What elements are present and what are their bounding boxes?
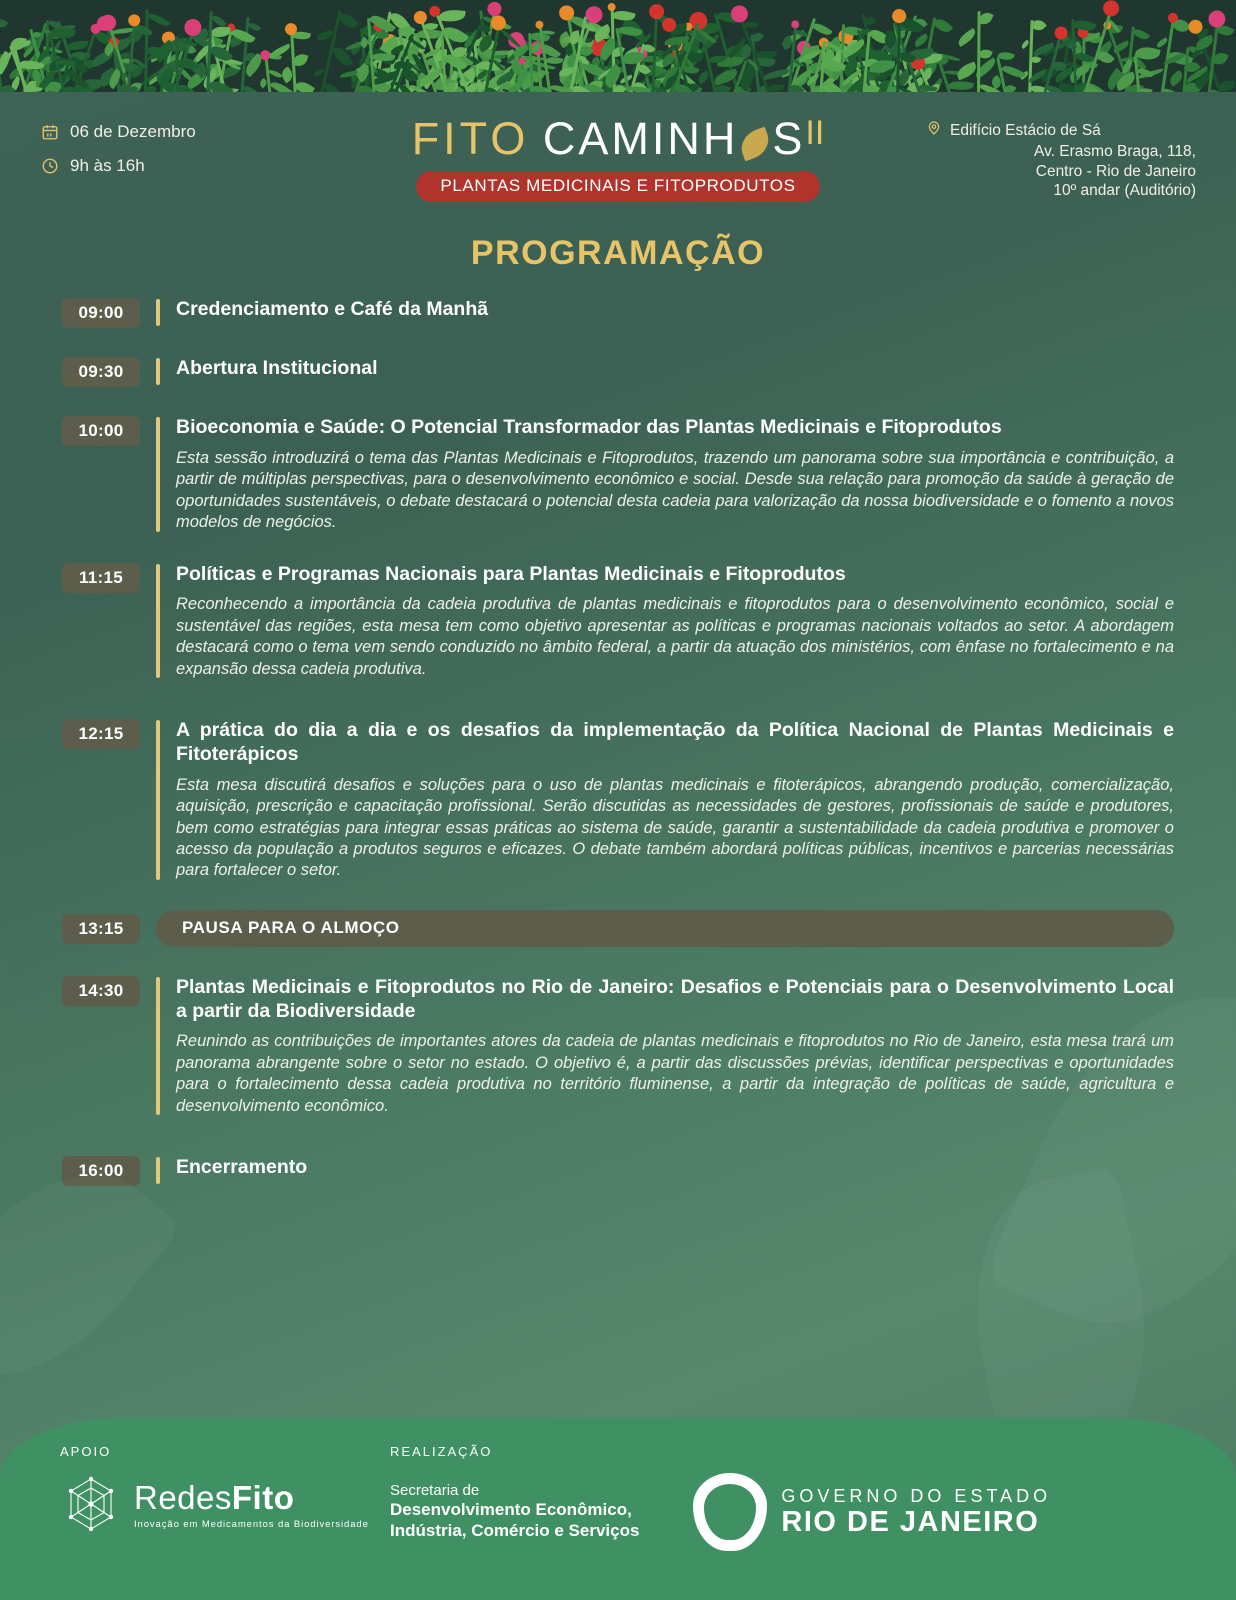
- event-title-numeral: II: [805, 114, 825, 152]
- clock-icon: [40, 156, 60, 176]
- schedule-item: [62, 415, 1174, 534]
- schedule-item: [62, 718, 1174, 882]
- apoio-label: APOIO: [60, 1444, 112, 1459]
- event-header: [0, 92, 1236, 208]
- event-title-fito: FITO: [411, 113, 530, 164]
- seed-icon: [737, 127, 774, 162]
- schedule-item-time: 12:15: [62, 719, 140, 749]
- schedule-lunch-time: 13:15: [62, 914, 140, 944]
- schedule-item-description: Reconhecendo a importância da cadeia produtiva de plantas medicinais e fitoprodutos para o desenvolvimento econômico, social e sustentável das regiões, esta mesa tem como objetivo apresentar as políticas e programas nacionais voltados ao setor. A abordagem destacará como o tema vem sendo conduzido no âmbito federal, a partir da atuação dos ministérios, com ênfase no fortalecimento e na expansão dessa cadeia produtiva.: [176, 595, 1174, 678]
- schedule-item: [62, 1155, 1174, 1186]
- governo-line1: GOVERNO DO ESTADO: [781, 1486, 1052, 1507]
- apoio-section: [60, 1444, 390, 1535]
- schedule-item-title: Plantas Medicinais e Fitoprodutos no Rio de Janeiro: Desafios e Potenciais para o Desenvolvimento Local a partir da Biodiversidade: [176, 975, 1174, 1022]
- schedule-item-title: Abertura Institucional: [176, 357, 378, 379]
- event-title: [310, 113, 926, 164]
- schedule-item-description: Reunindo as contribuições de importantes atores da cadeia de plantas medicinais e fitoprodutos no Rio de Janeiro, esta mesa trará um panorama abrangente sobre o setor no estado. O objetivo é, a partir das discussões prévias, identificar perspectivas e oportunidades para o fortalecimento dessa cadeia produtiva no território fluminense, a partir da integração de políticas de saúde, agricultura e desenvolvimento econômico.: [176, 1032, 1174, 1115]
- schedule-item-description: Esta mesa discutirá desafios e soluções para o uso de plantas medicinais e fitoterápicos, abrangendo produção, comercialização, aquisição, prescrição e capacitação profissional. Serão discutidas as necessidades de gestores, profissionais de saúde e produtores, bem como estratégias para integrar essas práticas ao sistema de saúde, garantir a sustentabilidade da cadeia produtiva e promover o acesso da população a produtos seguros e eficazes. O debate também abordará políticas públicas, incentivos e parcerias necessárias para fortalecer o setor.: [176, 775, 1174, 880]
- schedule-item: [62, 975, 1174, 1117]
- coat-of-arms-icon: [693, 1473, 767, 1551]
- botanical-top-band: [0, 0, 1236, 92]
- schedule-item: [62, 562, 1174, 681]
- redesfito-wordmark: [134, 1479, 369, 1517]
- schedule-lunch-break: [62, 910, 1174, 947]
- secretaria-logo: [390, 1482, 639, 1542]
- redesfito-tagline: Inovação em Medicamentos da Biodiversidade: [134, 1518, 369, 1530]
- event-date-text: 06 de Dezembro: [70, 122, 196, 141]
- schedule-item-title: A prática do dia a dia e os desafios da implementação da Política Nacional de Plantas Medicinais e Fitoterápicos: [176, 719, 1174, 765]
- event-location-line2: Av. Erasmo Braga, 118,: [1034, 142, 1196, 160]
- schedule-item-title: Credenciamento e Café da Manhã: [176, 298, 489, 320]
- event-title-caminhos: CAMINH: [542, 113, 739, 164]
- sponsors-footer: [0, 1418, 1236, 1600]
- secretaria-line3: Indústria, Comércio e Serviços: [390, 1521, 640, 1541]
- schedule-item: [62, 297, 1174, 328]
- event-datetime: [40, 114, 310, 190]
- realizacao-section: [390, 1444, 1176, 1551]
- event-time-text: 9h às 16h: [70, 156, 145, 175]
- event-date-row: [40, 122, 310, 142]
- redesfito-logo: [60, 1473, 390, 1535]
- schedule-lunch-label: PAUSA PARA O ALMOÇO: [156, 910, 1174, 947]
- event-location-line4: 10º andar (Auditório): [1053, 182, 1196, 200]
- redesfito-name-light: Redes: [134, 1478, 232, 1516]
- schedule-item-description: Esta sessão introduzirá o tema das Plantas Medicinais e Fitoprodutos, trazendo um panorama sobre sua importância e contribuição, a partir de múltiplas perspectivas, para o desenvolvimento econômico e social. Desde sua relação para promoção da saúde à geração de oportunidades sustentáveis, o debate destacará o potencial desta cadeia para valorização da nossa biodiversidade e o fomento a novos modelos de negócios.: [176, 448, 1174, 532]
- schedule-list: [0, 273, 1236, 1186]
- secretaria-line2: Desenvolvimento Econômico,: [390, 1500, 632, 1520]
- map-pin-icon: [926, 120, 942, 142]
- page-title: PROGRAMAÇÃO: [470, 234, 766, 272]
- schedule-item-title: Encerramento: [176, 1156, 308, 1179]
- schedule-item-time: 09:30: [62, 357, 140, 387]
- event-location-line3: Centro - Rio de Janeiro: [1035, 162, 1196, 180]
- governo-line2: RIO DE JANEIRO: [781, 1506, 1040, 1539]
- schedule-item-title: Políticas e Programas Nacionais para Plantas Medicinais e Fitoprodutos: [176, 562, 846, 585]
- redesfito-name-bold: Fito: [231, 1478, 295, 1516]
- realizacao-label: REALIZAÇÃO: [390, 1444, 493, 1459]
- schedule-item-time: 10:00: [62, 416, 140, 446]
- event-location-line1: Edifício Estácio de Sá: [950, 122, 1101, 139]
- governo-rj-logo: [693, 1473, 1051, 1551]
- redesfito-network-icon: [60, 1473, 122, 1535]
- event-title-caminhos-end: S: [772, 113, 806, 164]
- schedule-item-title: Bioeconomia e Saúde: O Potencial Transformador das Plantas Medicinais e Fitoprodutos: [176, 416, 1002, 438]
- schedule-item-time: 09:00: [62, 298, 140, 328]
- event-title-block: [310, 113, 926, 202]
- secretaria-line1: Secretaria de: [390, 1482, 480, 1500]
- schedule-item-time: 14:30: [62, 976, 140, 1006]
- schedule-item-time: 16:00: [62, 1156, 140, 1186]
- schedule-item-time: 11:15: [62, 563, 140, 593]
- schedule-item: [62, 356, 1174, 387]
- event-time-row: [40, 156, 310, 176]
- event-location: [926, 114, 1196, 201]
- event-subtitle: PLANTAS MEDICINAIS E FITOPRODUTOS: [416, 171, 819, 202]
- calendar-icon: [40, 122, 60, 142]
